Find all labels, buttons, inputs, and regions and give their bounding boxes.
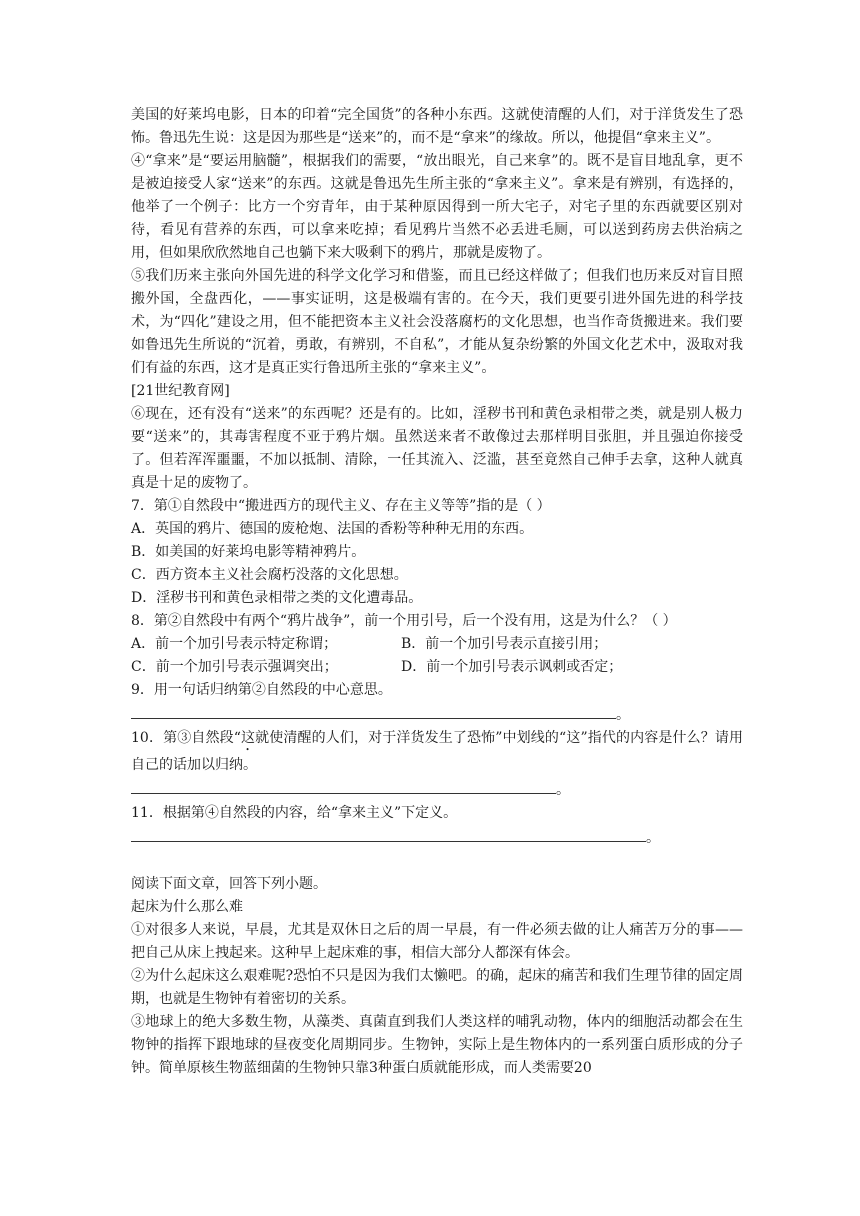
question-8-option-d: D．前一个加引号表示讽刺或否定； (401, 659, 623, 675)
answer-end-mark: 。 (556, 782, 570, 798)
underlined-word: 这 (240, 730, 256, 746)
passage1-paragraph-4: ④“拿来”是“要运用脑髓”，根据我们的需要，“放出眼光，自己来拿”的。既不是盲目地乱拿，更不是被迫接受人家“送来”的东西。这就是鲁迅先生所主张的“拿来主义”。拿来是有辨别，有选择的，他举了一个例子：比方一个穷青年，由于某种原因得到一所大宅子，对宅子里的东西就要区别对待，看见有营养的东西，可以拿来吃掉；看见鸦片当然不必丢进毛厕，可以送到药房去供治病之用，但如果欣欣然地自己也躺下来大吸剩下的鸦片，那就是废物了。 (131, 153, 743, 261)
question-8-stem: 8．第②自然段中有两个“鸦片战争”，前一个用引号，后一个没有用，这是为什么？（ ） (131, 613, 677, 629)
question-7-option-d: D．淫秽书刊和黄色录相带之类的文化遭毒品。 (131, 590, 423, 606)
question-10-answer-line (131, 777, 743, 802)
passage1-paragraph-1: 美国的好莱坞电影，日本的印着“完全国货”的各种小东西。这就使清醒的人们，对于洋货发生了恐怖。鲁迅先生说：这是因为那些是“送来”的，而不是“拿来”的缘故。所以，他提倡“拿来主义”。 (131, 107, 743, 146)
answer-blank[interactable] (131, 702, 616, 719)
passage2-intro: 阅读下面文章，回答下列小题。 (131, 876, 327, 892)
passage2-paragraph-3: ③地球上的绝大多数生物，从藻类、真菌直到我们人类这样的哺乳动物，体内的细胞活动都会在生物钟的指挥下跟地球的昼夜变化周期同步。生物钟，实际上是生物体内的一系列蛋白质形成的分子钟。简单原核生物蓝细菌的生物钟只靠3种蛋白质就能形成，而人类需要20 (131, 1014, 743, 1076)
passage1-paragraph-6: ⑥现在，还有没有“送来”的东西呢？还是有的。比如，淫秽书刊和黄色录相带之类，就是别人极力要“送来”的，其毒害程度不亚于鸦片烟。虽然送来者不敢像过去那样明目张胆，并且强迫你接受了。但若浑浑噩噩，不加以抵制、清除，一任其流入、泛滥，甚至竟然自己伸手去拿，这种人就真真是十足的废物了。 (131, 406, 743, 491)
question-11-answer-line (131, 825, 743, 850)
question-8-option-a: A．前一个加引号表示特定称谓； (131, 636, 338, 652)
passage1-paragraph-5: ⑤我们历来主张向外国先进的科学文化学习和借鉴，而且已经这样做了；但我们也历来反对盲目照搬外国，全盘西化，——事实证明，这是极端有害的。在今天，我们更要引进外国先进的科学技术，为“四化”建设之用，但不能把资本主义社会没落腐朽的文化思想，也当作奇货搬进来。我们要如鲁迅先生所说的“沉着，勇敢，有辨别，不自私”，才能从复杂纷繁的外国文化艺术中，汲取对我们有益的东西，这才是真正实行鲁迅所主张的“拿来主义”。 (131, 268, 743, 376)
question-8-options-row-2 (131, 656, 743, 679)
passage2-paragraph-1: ①对很多人来说，早晨，尤其是双休日之后的周一早晨，有一件必须去做的让人痛苦万分的事——把自己从床上拽起来。这种早上起床难的事，相信大部分人都深有体会。 (131, 922, 743, 961)
document-page (131, 104, 743, 1080)
section-gap (131, 850, 743, 873)
question-10-stem: 10．第③自然段“这就使清醒的人们，对于洋货发生了恐怖”中划线的“这”指代的内容是什么？请用自己的话加以归纳。 (131, 730, 743, 773)
question-7-option-b: B．如美国的好莱坞电影等精神鸦片。 (131, 544, 366, 560)
question-8-option-b: B．前一个加引号表示直接引用； (401, 636, 608, 652)
question-11-stem: 11．根据第④自然段的内容，给“拿来主义”下定义。 (131, 805, 458, 821)
question-7-option-a: A．英国的鸦片、德国的废枪炮、法国的香粉等种种无用的东西。 (131, 521, 534, 537)
question-8-options-row-1 (131, 633, 743, 656)
question-9-stem: 9．用一句话归纳第②自然段的中心意思。 (131, 682, 392, 698)
answer-end-mark: 。 (616, 707, 630, 723)
question-7-option-c: C．西方资本主义社会腐朽没落的文化思想。 (131, 567, 408, 583)
answer-blank[interactable] (131, 777, 556, 794)
answer-blank[interactable] (131, 825, 646, 842)
passage2-paragraph-2: ②为什么起床这么艰难呢?恐怕不只是因为我们太懒吧。的确，起床的痛苦和我们生理节律的固定周期，也就是生物钟有着密切的关系。 (131, 968, 743, 1007)
passage2-title: 起床为什么那么难 (131, 899, 243, 915)
question-7-stem: 7．第①自然段中“搬进西方的现代主义、存在主义等等”指的是（ ） (131, 498, 551, 514)
question-8-option-c: C．前一个加引号表示强调突出； (131, 659, 338, 675)
question-9-answer-line (131, 702, 743, 727)
answer-end-mark: 。 (646, 830, 660, 846)
source-tag: [21世纪教育网] (131, 383, 230, 399)
